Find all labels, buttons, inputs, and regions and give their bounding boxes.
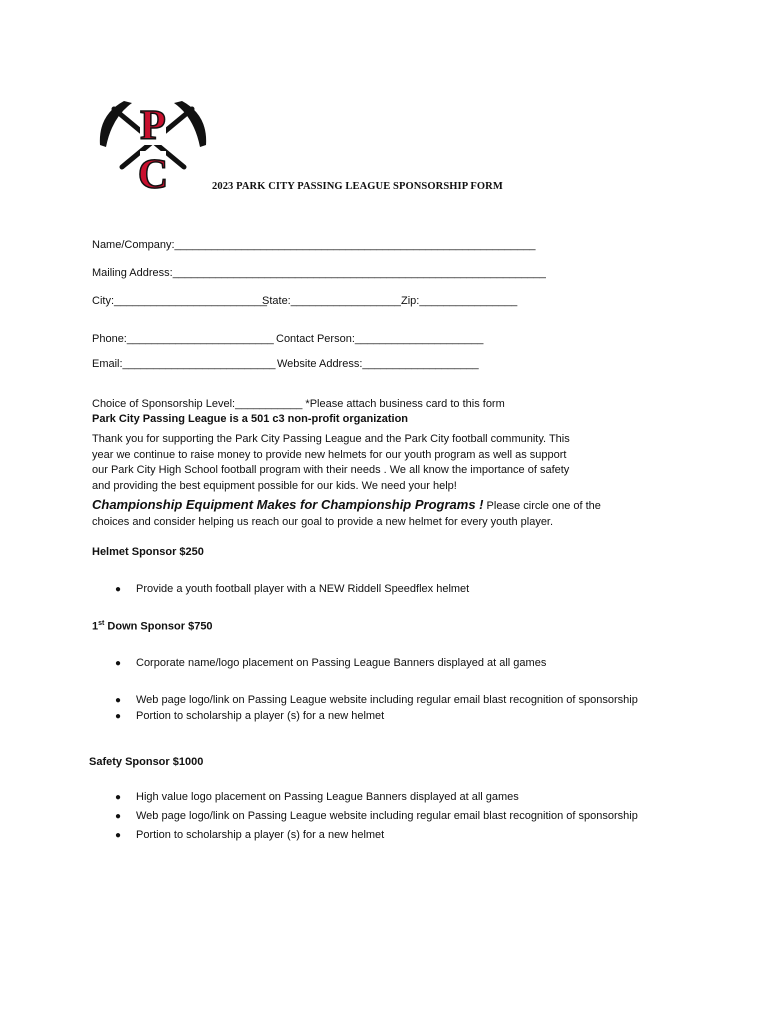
bullet-icon: ● xyxy=(115,584,122,595)
phone-field[interactable]: Phone:________________________ xyxy=(92,333,274,345)
logo-letter-c: C xyxy=(137,152,169,193)
helmet-sponsor-heading: Helmet Sponsor $250 xyxy=(92,546,204,558)
championship-heading: Championship Equipment Makes for Championship Programs ! xyxy=(92,497,484,512)
sponsorship-level-field[interactable]: Choice of Sponsorship Level:___________ *Please attach business card to this form xyxy=(92,398,505,410)
championship-text: choices and consider helping us reach our goal to provide a new helmet for every youth player. xyxy=(92,515,554,528)
bullet-icon: ● xyxy=(115,830,122,841)
list-item: ● Provide a youth football player with a NEW Riddell Speedflex helmet xyxy=(115,583,470,595)
list-item: ● Portion to scholarship a player (s) for a new helmet xyxy=(115,829,385,841)
logo-letter-p: P xyxy=(140,103,166,149)
website-address-field[interactable]: Website Address:___________________ xyxy=(277,358,479,370)
thank-you-line: and providing the best equipment possible for our kids. We need your help! xyxy=(92,479,457,492)
bullet-icon: ● xyxy=(115,711,122,722)
bullet-icon: ● xyxy=(115,792,122,803)
bullet-icon: ● xyxy=(115,658,122,669)
crossed-pickaxes-icon xyxy=(92,95,214,193)
thank-you-line: our Park City High School football program with their needs . We all know the importance of safety xyxy=(92,464,570,476)
thank-you-line: year we continue to raise money to provide new helmets for our youth program as well as support xyxy=(92,448,567,461)
safety-sponsor-heading: Safety Sponsor $1000 xyxy=(89,756,204,768)
first-down-sponsor-heading: 1st Down Sponsor $750 xyxy=(92,620,213,633)
nonprofit-statement: Park City Passing League is a 501 c3 non-profit organization xyxy=(92,413,409,425)
bullet-icon: ● xyxy=(115,695,122,706)
list-item: ● Corporate name/logo placement on Passing League Banners displayed at all games xyxy=(115,657,547,669)
zip-field[interactable]: Zip:________________ xyxy=(401,295,518,307)
contact-person-field[interactable]: Contact Person:_____________________ xyxy=(276,333,484,345)
form-title: 2023 PARK CITY PASSING LEAGUE SPONSORSHIP FORM xyxy=(212,181,503,192)
list-item: ● Web page logo/link on Passing League website including regular email blast recognition of sponsorship xyxy=(115,810,638,822)
state-field[interactable]: State:__________________ xyxy=(262,295,401,307)
city-field[interactable]: City:_________________________ xyxy=(92,295,267,307)
park-city-logo xyxy=(92,95,214,193)
name-company-field[interactable]: Name/Company:___________________________________________________________ xyxy=(92,239,536,251)
championship-text: Please circle one of the xyxy=(483,500,601,512)
list-item: ● High value logo placement on Passing League Banners displayed at all games xyxy=(115,791,519,803)
bullet-icon: ● xyxy=(115,811,122,822)
list-item: ● Portion to scholarship a player (s) for a new helmet xyxy=(115,710,385,722)
list-item: ● Web page logo/link on Passing League website including regular email blast recognition of sponsorship xyxy=(115,694,638,706)
thank-you-paragraph xyxy=(92,432,570,494)
thank-you-line: Thank you for supporting the Park City Passing League and the Park City football community. This xyxy=(92,433,570,445)
championship-paragraph xyxy=(92,497,601,530)
mailing-address-field[interactable]: Mailing Address:_____________________________________________________________ xyxy=(92,267,546,279)
email-field[interactable]: Email:_________________________ xyxy=(92,358,276,370)
